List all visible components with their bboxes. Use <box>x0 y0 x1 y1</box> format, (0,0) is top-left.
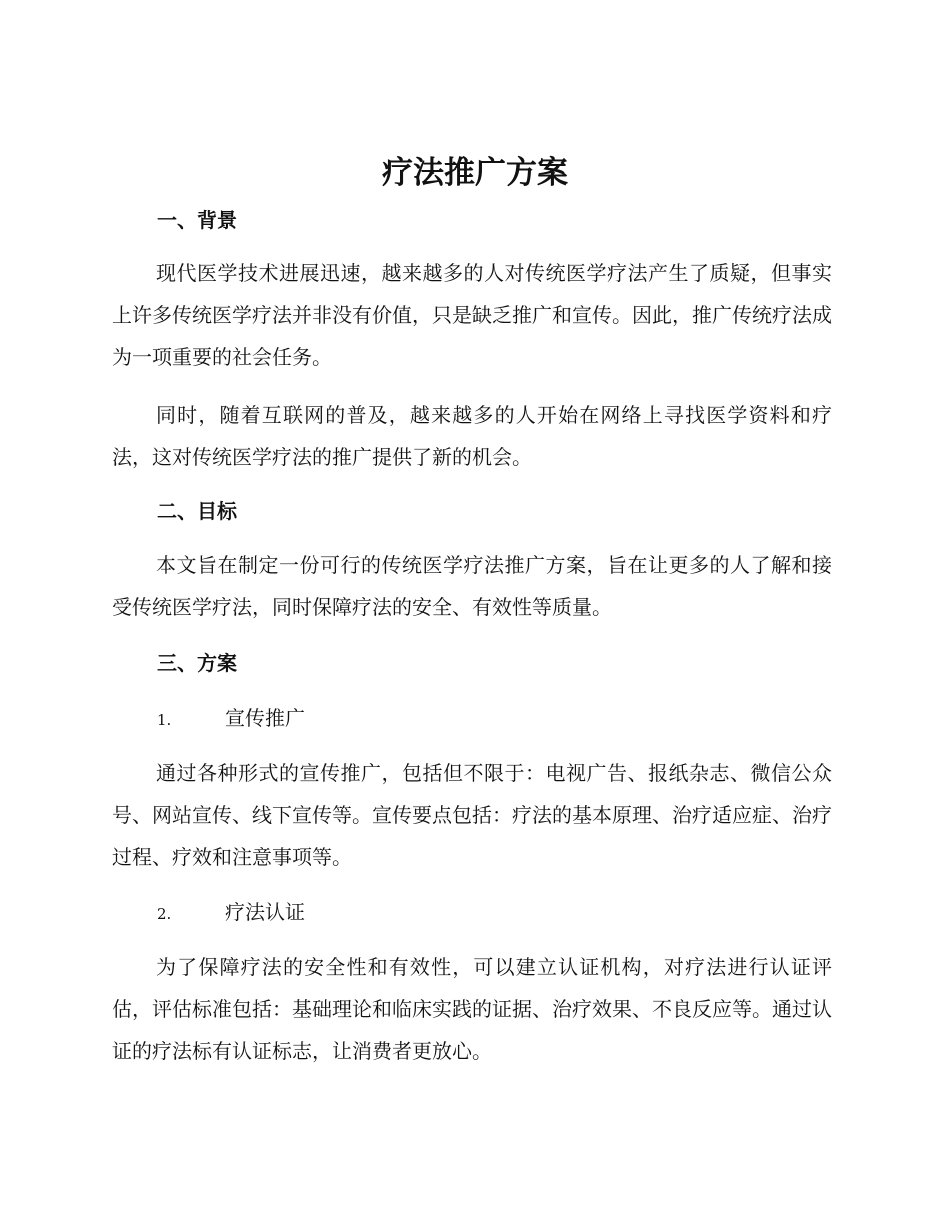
goal-paragraph: 本文旨在制定一份可行的传统医学疗法推广方案，旨在让更多的人了解和接受传统医学疗法，同时保障疗法的安全、有效性等质量。 <box>112 553 832 619</box>
plan-item-1-title: 宣传推广 <box>225 706 305 730</box>
section-heading-plan: 三、方案 <box>157 651 237 675</box>
document-title: 疗法推广方案 <box>382 155 568 191</box>
plan-item-2-heading <box>157 897 305 929</box>
plan-item-2-number: 2. <box>157 905 172 923</box>
plan-item-2-paragraph: 为了保障疗法的安全性和有效性，可以建立认证机构，对疗法进行认证评估，评估标准包括：基础理论和临床实践的证据、治疗效果、不良反应等。通过认证的疗法标有认证标志，让消费者更放心。 <box>112 955 832 1063</box>
plan-item-1-number: 1. <box>157 711 172 729</box>
plan-item-1-heading <box>157 703 305 735</box>
background-paragraph-2: 同时，随着互联网的普及，越来越多的人开始在网络上寻找医学资料和疗法，这对传统医学疗法的推广提供了新的机会。 <box>112 403 832 469</box>
section-heading-background: 一、背景 <box>157 208 237 232</box>
plan-item-1-paragraph: 通过各种形式的宣传推广，包括但不限于：电视广告、报纸杂志、微信公众号、网站宣传、线下宣传等。宣传要点包括：疗法的基本原理、治疗适应症、治疗过程、疗效和注意事项等。 <box>112 761 832 869</box>
background-paragraph-1: 现代医学技术进展迅速，越来越多的人对传统医学疗法产生了质疑，但事实上许多传统医学疗法并非没有价值，只是缺乏推广和宣传。因此，推广传统疗法成为一项重要的社会任务。 <box>112 261 832 369</box>
plan-item-2-title: 疗法认证 <box>225 900 305 924</box>
section-heading-goal: 二、目标 <box>157 499 237 523</box>
